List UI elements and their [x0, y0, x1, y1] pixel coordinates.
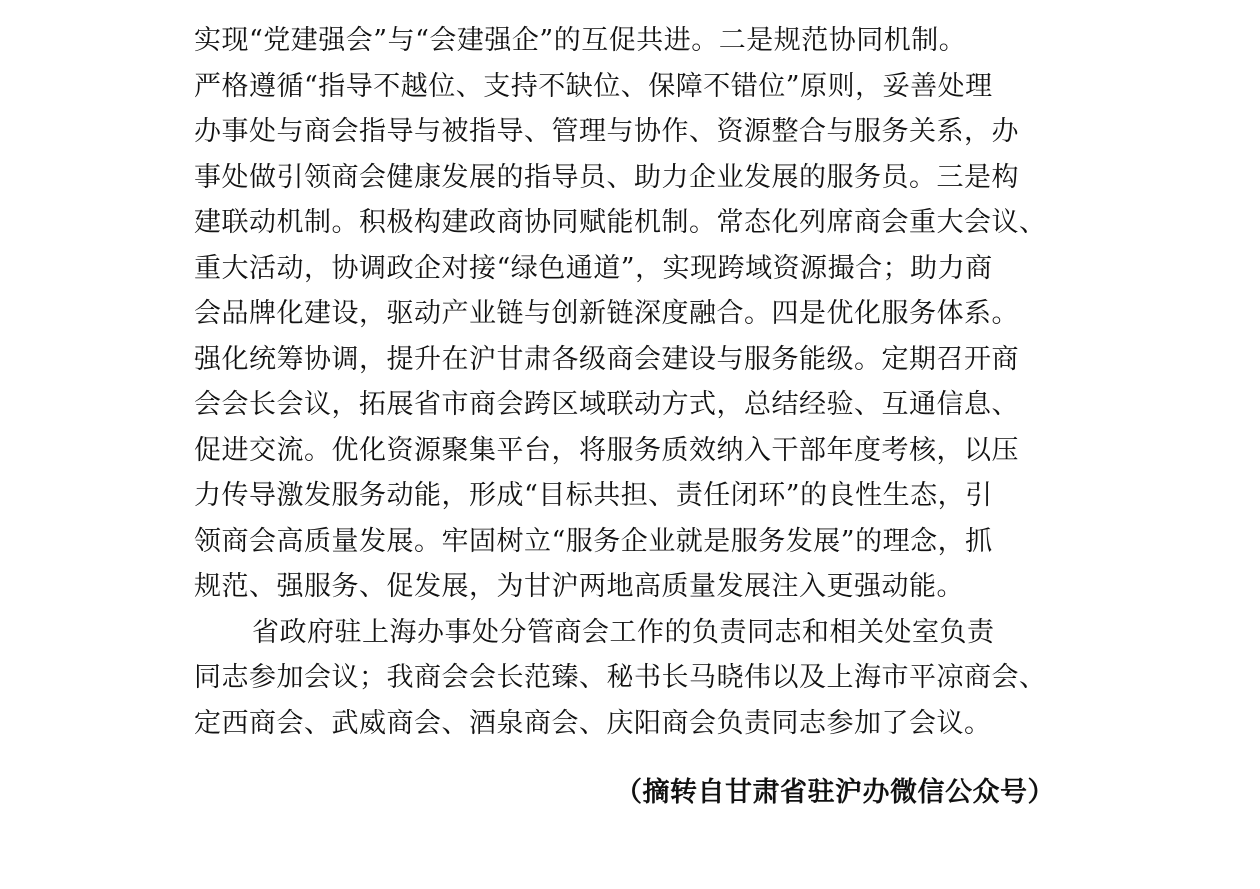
- text-line: 促进交流。优化资源聚集平台，将服务质效纳入干部年度考核，以压: [194, 434, 1019, 466]
- text-line: 办事处与商会指导与被指导、管理与协作、资源整合与服务关系，办: [194, 116, 1019, 147]
- article-body: [194, 18, 1074, 746]
- text-line: 领商会高质量发展。牢固树立“服务企业就是服务发展”的理念，抓: [194, 525, 993, 557]
- text-line: 定西商会、武威商会、酒泉商会、庆阳商会负责同志参加了会议。: [194, 707, 992, 739]
- text-line: 严格遵循“指导不越位、支持不缺位、保障不错位”原则，妥善处理: [194, 70, 993, 102]
- text-line: 会品牌化建设，驱动产业链与创新链深度融合。四是优化服务体系。: [194, 298, 1019, 329]
- text-line: 强化统筹协调，提升在沪甘肃各级商会建设与服务能级。定期召开商: [194, 343, 1019, 375]
- paragraph-2: [194, 610, 1074, 747]
- text-line: 实现“党建强会”与“会建强企”的互促共进。二是规范协同机制。: [194, 25, 967, 56]
- text-line: 事处做引领商会健康发展的指导员、助力企业发展的服务员。三是构: [194, 161, 1019, 193]
- text-line: 省政府驻上海办事处分管商会工作的负责同志和相关处室负责: [252, 616, 995, 648]
- text-line: 重大活动，协调政企对接“绿色通道”，实现跨域资源撮合；助力商: [194, 252, 993, 284]
- text-line: 规范、强服务、促发展，为甘沪两地高质量发展注入更强动能。: [194, 571, 964, 602]
- paragraph-1: [194, 18, 1074, 610]
- text-line: 同志参加会议；我商会会长范臻、秘书长马晓伟以及上海市平凉商会、: [194, 662, 1047, 693]
- source-attribution: （摘转自甘肃省驻沪办微信公众号）: [615, 777, 1055, 808]
- text-line: 建联动机制。积极构建政商协同赋能机制。常态化列席商会重大会议、: [194, 207, 1047, 238]
- text-line: 会会长会议，拓展省市商会跨区域联动方式，总结经验、互通信息、: [194, 389, 1019, 420]
- text-line: 力传导激发服务动能，形成“目标共担、责任闭环”的良性生态，引: [194, 480, 993, 511]
